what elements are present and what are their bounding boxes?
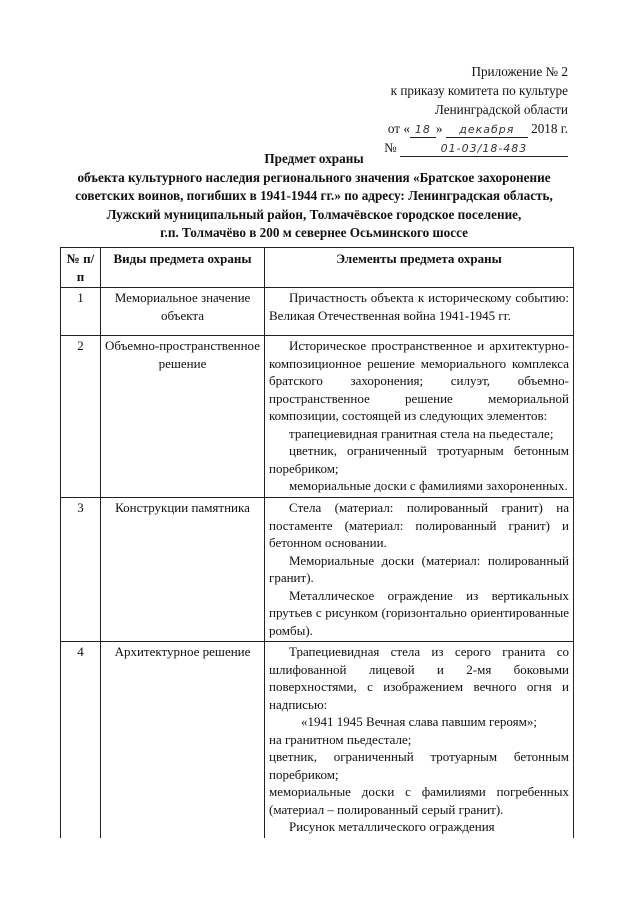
date-year: 2018 г. (531, 121, 568, 136)
row-elements (265, 288, 574, 336)
number-handwritten: 01-03/18-483 (400, 142, 568, 157)
appendix-date (340, 119, 568, 138)
table-header-row (61, 248, 574, 288)
heading-line-4: г.п. Толмачёво в 200 м севернее Осьминского шоссе (160, 225, 468, 240)
header-kind: Виды предмета охраны (101, 248, 265, 288)
protection-subject-table (60, 247, 574, 838)
element-inscription: «1941 1945 Вечная слава павшим героям»; (301, 714, 537, 729)
appendix-block (340, 62, 568, 157)
element-paragraph: трапециевидная гранитная стела на пьедестале; (289, 425, 554, 441)
element-paragraph: мемориальные доски с фамилиями погребенных (материал – полированный серый гранит). (269, 784, 569, 817)
heading-line-3: Лужский муниципальный район, Толмачёвское городское поселение, (106, 206, 522, 222)
row-number: 1 (61, 288, 101, 336)
table-row (61, 498, 574, 642)
element-paragraph: на гранитном пьедестале; (269, 731, 412, 747)
element-paragraph: цветник, ограниченный тротуарным бетонным поребриком; (269, 443, 569, 476)
element-paragraph: мемориальные доски с фамилиями захороненных. (289, 478, 568, 493)
row-number: 3 (61, 498, 101, 642)
date-mid: » (435, 121, 443, 136)
row-kind: Конструкции памятника (101, 498, 265, 642)
appendix-order-ref: к приказу комитета по культуре (390, 83, 568, 98)
row-elements (265, 336, 574, 498)
row-elements (265, 498, 574, 642)
element-paragraph: Стела (материал: полированный гранит) на постаменте (материал: полированный гранит) и бетонном основании. (269, 500, 569, 550)
appendix-region: Ленинградской области (434, 102, 568, 117)
row-number: 4 (61, 642, 101, 838)
row-elements (265, 642, 574, 838)
table-row (61, 336, 574, 498)
header-elements: Элементы предмета охраны (265, 248, 574, 288)
number-prefix: № (384, 140, 397, 155)
heading-title: Предмет охраны (264, 151, 364, 166)
document-heading (50, 150, 578, 243)
table-row (61, 288, 574, 336)
row-number: 2 (61, 336, 101, 498)
heading-line-1: объекта культурного наследия регионального значения «Братское захоронение (77, 169, 551, 185)
row-kind: Архитектурное решение (101, 642, 265, 838)
heading-line-2: советских воинов, погибших в 1941-1944 гг.» по адресу: Ленинградская область, (75, 188, 553, 203)
element-paragraph: цветник, ограниченный тротуарным бетонным поребриком; (269, 749, 569, 782)
date-prefix: от « (387, 121, 410, 136)
header-number: № п/п (61, 248, 101, 288)
element-paragraph: Историческое пространственное и архитектурно-композиционное решение мемориального комплекса братского захоронения; силуэт, объемно-пространственное решение мемориальной композиции, состоящей из следующих элементов: (269, 338, 569, 423)
element-paragraph: Трапециевидная стела из серого гранита со шлифованной лицевой и 2-мя боковыми поверхностями, с изображением вечного огня и надписью: (269, 644, 569, 712)
date-month-handwritten: декабря (446, 123, 528, 138)
appendix-title: Приложение № 2 (471, 64, 568, 79)
element-paragraph: Рисунок металлического ограждения (289, 819, 495, 834)
element-paragraph: Мемориальные доски (материал: полированный гранит). (269, 552, 569, 585)
table-row (61, 642, 574, 838)
element-paragraph: Причастность объекта к историческому событию: Великая Отечественная война 1941-1945 гг. (269, 290, 569, 323)
row-kind: Объемно-пространственное решение (101, 336, 265, 498)
element-paragraph: Металлическое ограждение из вертикальных прутьев с рисунком (горизонтально ориентированные ромбы). (269, 587, 569, 638)
row-kind: Мемориальное значение объекта (101, 288, 265, 336)
date-day-handwritten: 18 (410, 123, 436, 138)
